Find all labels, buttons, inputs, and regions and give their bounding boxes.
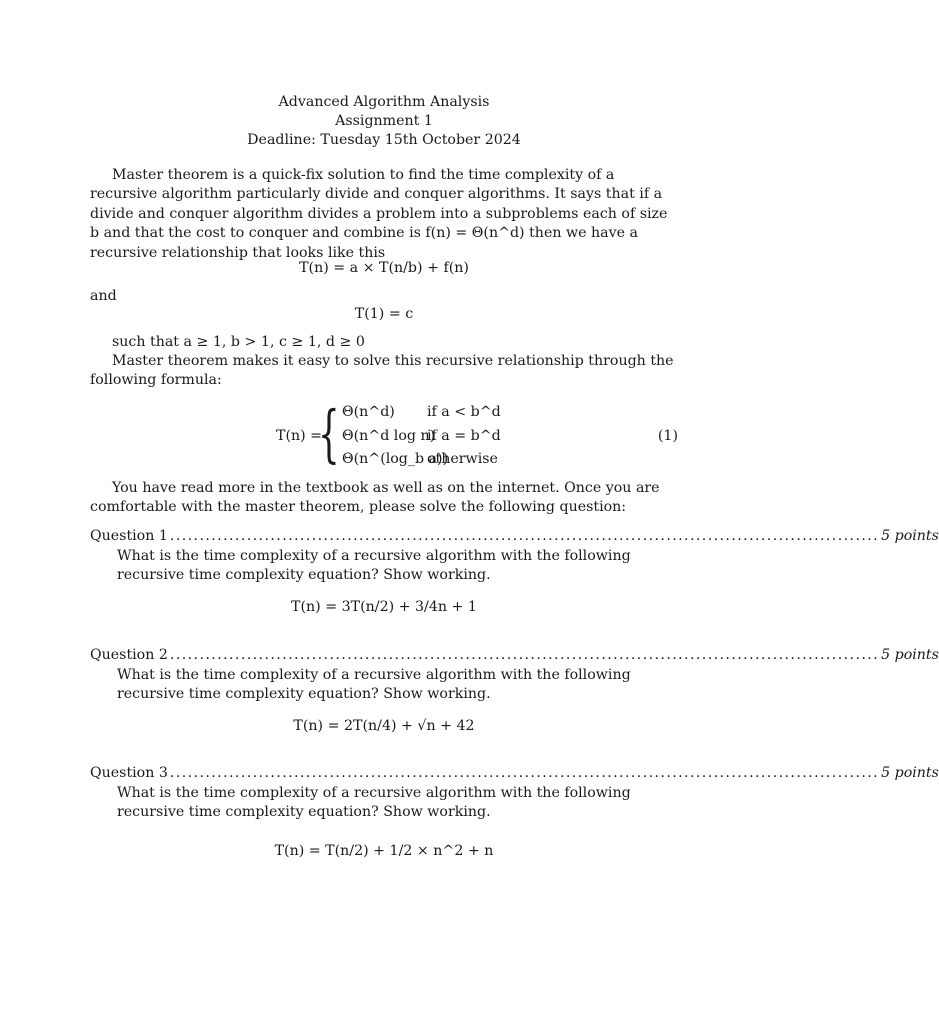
question-header <box>90 528 939 547</box>
question-points: 5 points <box>881 647 939 663</box>
case-condition: if a = b^d <box>427 428 501 444</box>
question-text: What is the time complexity of a recursive algorithm with the following recursive time complexity equation? Show working. <box>117 548 631 584</box>
question-label: Question 1 <box>90 528 168 544</box>
question-header <box>90 765 939 784</box>
case-condition: if a < b^d <box>427 404 501 420</box>
constraints-line: such that a ≥ 1, b > 1, c ≥ 1, d ≥ 0 <box>112 334 365 350</box>
and-word: and <box>90 288 117 304</box>
document-header <box>90 93 678 150</box>
question-label: Question 3 <box>90 765 168 781</box>
formula-lhs: T(n) = <box>276 428 323 444</box>
question-equation: T(n) = 3T(n/2) + 3/4n + 1 <box>291 599 477 615</box>
left-brace-icon: { <box>318 397 340 470</box>
master-theorem-formula <box>90 397 678 472</box>
question-equation: T(n) = T(n/2) + 1/2 × n^2 + n <box>274 843 494 859</box>
dot-leader: ........................................................................................................................ <box>169 765 880 781</box>
question-header <box>90 647 939 666</box>
intro-paragraph: Master theorem is a quick-fix solution to find the time complexity of a recursive algorithm particularly divide and conquer algorithms. It says that if a divide and conquer algorithm divides a problem into a subproblems each of size b and that the cost to conquer and combine is f(n) = Θ(n^d) then we have a recursive relationship that looks like this <box>90 167 668 261</box>
closing-paragraph: You have read more in the textbook as well as on the internet. Once you are comfortable with the master theorem, please solve the following question: <box>90 480 660 516</box>
case-value: Θ(n^(log_b a)) <box>342 451 449 467</box>
case-value: Θ(n^d) <box>342 404 395 420</box>
deadline: Deadline: Tuesday 15th October 2024 <box>247 132 521 148</box>
question-text: What is the time complexity of a recursive algorithm with the following recursive time complexity equation? Show working. <box>117 667 631 703</box>
recurrence-equation: T(n) = a × T(n/b) + f(n) <box>299 260 469 276</box>
assignment-title: Assignment 1 <box>335 113 433 129</box>
dot-leader: ........................................................................................................................ <box>169 528 880 544</box>
case-value: Θ(n^d log n) <box>342 428 436 444</box>
case-condition: otherwise <box>427 451 498 467</box>
dot-leader: ........................................................................................................................ <box>169 647 880 663</box>
course-title: Advanced Algorithm Analysis <box>278 94 490 110</box>
question-equation: T(n) = 2T(n/4) + √n + 42 <box>293 718 475 734</box>
master-theorem-paragraph: Master theorem makes it easy to solve this recursive relationship through the following formula: <box>90 353 674 389</box>
base-case-equation: T(1) = c <box>354 306 414 322</box>
equation-number: (1) <box>657 428 678 444</box>
question-points: 5 points <box>881 528 939 544</box>
question-text: What is the time complexity of a recursive algorithm with the following recursive time complexity equation? Show working. <box>117 785 631 821</box>
question-label: Question 2 <box>90 647 168 663</box>
question-points: 5 points <box>881 765 939 781</box>
